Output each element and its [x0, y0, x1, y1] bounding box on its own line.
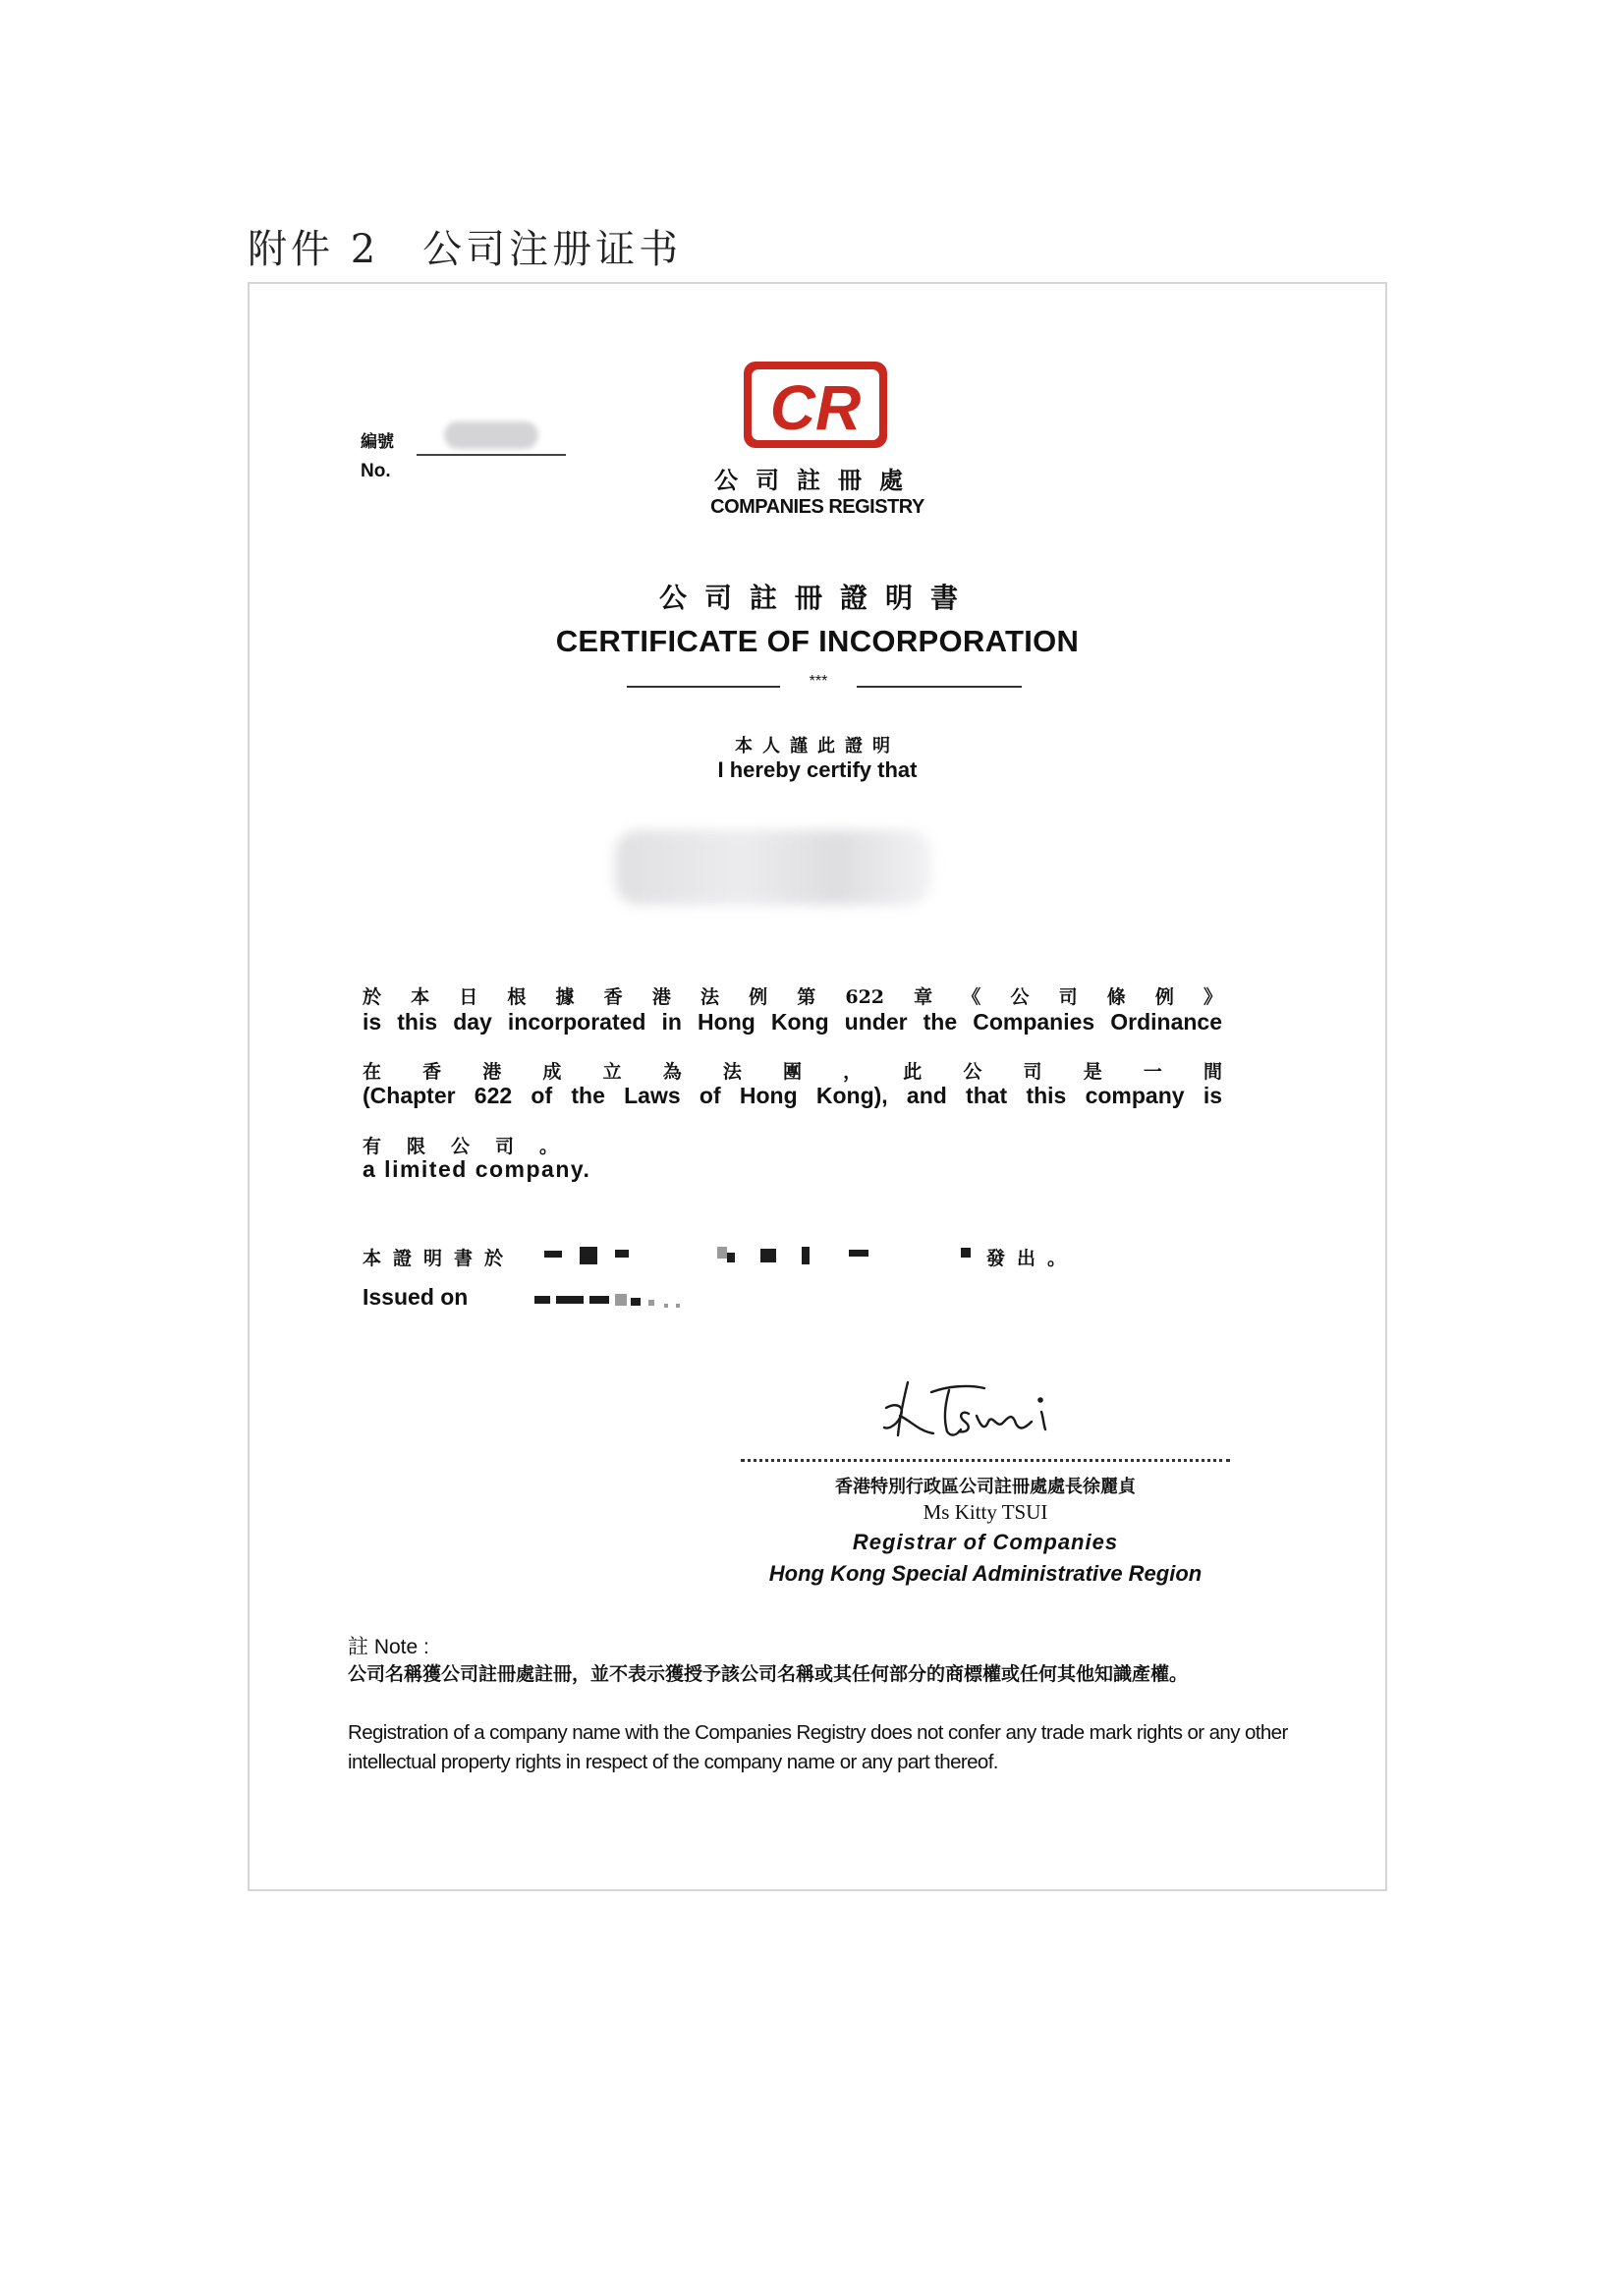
certificate-title-zh: 公司註冊證明書 — [658, 582, 976, 614]
registrar-title-zh: 香港特別行政區公司註冊處處長徐麗貞 — [835, 1477, 1136, 1497]
company-name-redaction — [615, 830, 931, 905]
certificate-title-en: CERTIFICATE OF INCORPORATION — [555, 624, 1080, 658]
issue-prefix-zh: 本證明書於 — [363, 1248, 516, 1269]
certify-text-en: I hereby certify that — [717, 757, 918, 782]
issue-label-en: Issued on — [363, 1284, 469, 1310]
issue-suffix-zh: 發出。 — [986, 1248, 1079, 1269]
annex-heading: 附件 2 公司注册证书 — [248, 227, 683, 272]
registrar-signature — [878, 1372, 1075, 1447]
note-text-en: Registration of a company name with the Companies Registry does not confer any trade mark rights or any other intellectual property rights in respect of the company name or any part thereof. — [348, 1721, 1288, 1773]
certificate-scan — [248, 282, 1387, 1891]
reg-number-underline — [417, 454, 566, 456]
note-label: 註 Note : — [348, 1636, 429, 1658]
registrar-region-en: Hong Kong Special Administrative Region — [768, 1561, 1203, 1586]
body-line2-zh: 在香港成立為法團，此公司是一間 — [363, 1061, 1222, 1083]
body-line1-en: is this day incorporated in Hong Kong under the Companies Ordinance — [363, 1009, 1222, 1035]
registry-name-en: COMPANIES REGISTRY — [710, 496, 924, 518]
issue-date-redaction-en — [534, 1290, 721, 1310]
registrar-title-en: Registrar of Companies — [852, 1530, 1119, 1554]
issue-date-redaction-zh — [544, 1245, 977, 1268]
title-rule-left — [627, 686, 780, 688]
reg-number-label-en: No. — [361, 461, 391, 481]
body-line2-en: (Chapter 622 of the Laws of Hong Kong), and that this company is — [363, 1083, 1222, 1108]
reg-number-label-zh: 編號 — [361, 432, 394, 452]
logo-mark: CR — [769, 372, 862, 443]
note-text-zh: 公司名稱獲公司註冊處註冊，並不表示獲授予該公司名稱或其任何部分的商標權或任何其他知識產權。 — [348, 1663, 1189, 1685]
signature-dotted-line — [741, 1459, 1230, 1462]
title-rule-right — [857, 686, 1022, 688]
body-line3-en: a limited company. — [363, 1156, 591, 1182]
registry-name-zh: 公司註冊處 — [714, 466, 921, 494]
title-ornament: *** — [809, 673, 828, 690]
certify-text-zh: 本人謹此證明 — [735, 736, 900, 756]
registrar-name: Ms Kitty TSUI — [923, 1500, 1048, 1524]
reg-number-redaction — [444, 421, 538, 449]
cr-logo-icon — [741, 359, 890, 451]
body-line1-zh: 於本日根據香港法例第622章《公司條例》 — [363, 986, 1222, 1008]
body-line3-zh: 有限公司。 — [363, 1136, 585, 1157]
